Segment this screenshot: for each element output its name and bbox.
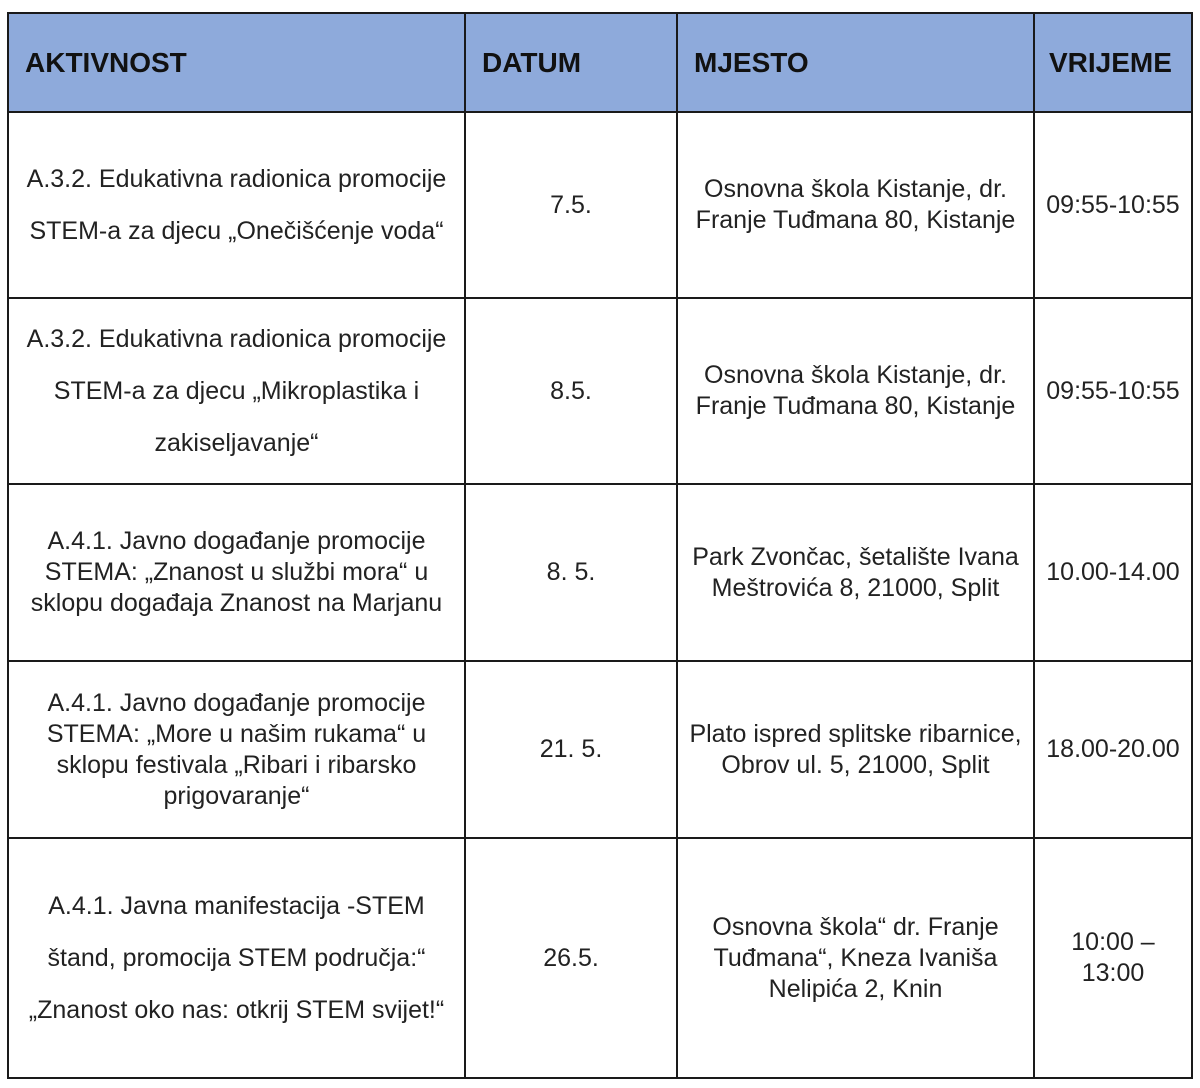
header-place: MJESTO bbox=[677, 13, 1034, 112]
table-row bbox=[8, 484, 1192, 661]
activity-cell: A.3.2. Edukativna radionica promocije STEM-a za djecu „Onečišćenje voda“ bbox=[8, 112, 465, 298]
place-cell: Osnovna škola“ dr. Franje Tuđmana“, Kneza Ivaniša Nelipića 2, Knin bbox=[677, 838, 1034, 1078]
header-time: VRIJEME bbox=[1034, 13, 1192, 112]
activity-cell: A.3.2. Edukativna radionica promocije STEM-a za djecu „Mikroplastika i zakiseljavanje“ bbox=[8, 298, 465, 484]
table-header bbox=[8, 13, 1192, 112]
date-cell: 8.5. bbox=[465, 298, 677, 484]
place-cell: Park Zvončac, šetalište Ivana Meštrovića 8, 21000, Split bbox=[677, 484, 1034, 661]
date-cell: 26.5. bbox=[465, 838, 677, 1078]
place-cell: Osnovna škola Kistanje, dr. Franje Tuđmana 80, Kistanje bbox=[677, 298, 1034, 484]
place-cell: Plato ispred splitske ribarnice, Obrov ul. 5, 21000, Split bbox=[677, 661, 1034, 838]
table-body bbox=[8, 112, 1192, 1078]
time-cell: 09:55-10:55 bbox=[1034, 298, 1192, 484]
activity-cell: A.4.1. Javna manifestacija -STEM štand, promocija STEM područja:“ „Znanost oko nas: otkrij STEM svijet!“ bbox=[8, 838, 465, 1078]
place-cell: Osnovna škola Kistanje, dr. Franje Tuđmana 80, Kistanje bbox=[677, 112, 1034, 298]
header-row bbox=[8, 13, 1192, 112]
header-activity: AKTIVNOST bbox=[8, 13, 465, 112]
table-row bbox=[8, 298, 1192, 484]
time-cell: 09:55-10:55 bbox=[1034, 112, 1192, 298]
time-cell: 10:00 – 13:00 bbox=[1034, 838, 1192, 1078]
date-cell: 7.5. bbox=[465, 112, 677, 298]
date-cell: 8. 5. bbox=[465, 484, 677, 661]
table-row bbox=[8, 112, 1192, 298]
activity-cell: A.4.1. Javno događanje promocije STEMA: „More u našim rukama“ u sklopu festivala „Ribari i ribarsko prigovaranje“ bbox=[8, 661, 465, 838]
activity-schedule-table bbox=[7, 12, 1193, 1079]
time-cell: 10.00-14.00 bbox=[1034, 484, 1192, 661]
date-cell: 21. 5. bbox=[465, 661, 677, 838]
activity-cell: A.4.1. Javno događanje promocije STEMA: „Znanost u službi mora“ u sklopu događaja Znanost na Marjanu bbox=[8, 484, 465, 661]
header-date: DATUM bbox=[465, 13, 677, 112]
time-cell: 18.00-20.00 bbox=[1034, 661, 1192, 838]
table-row bbox=[8, 661, 1192, 838]
table-row bbox=[8, 838, 1192, 1078]
